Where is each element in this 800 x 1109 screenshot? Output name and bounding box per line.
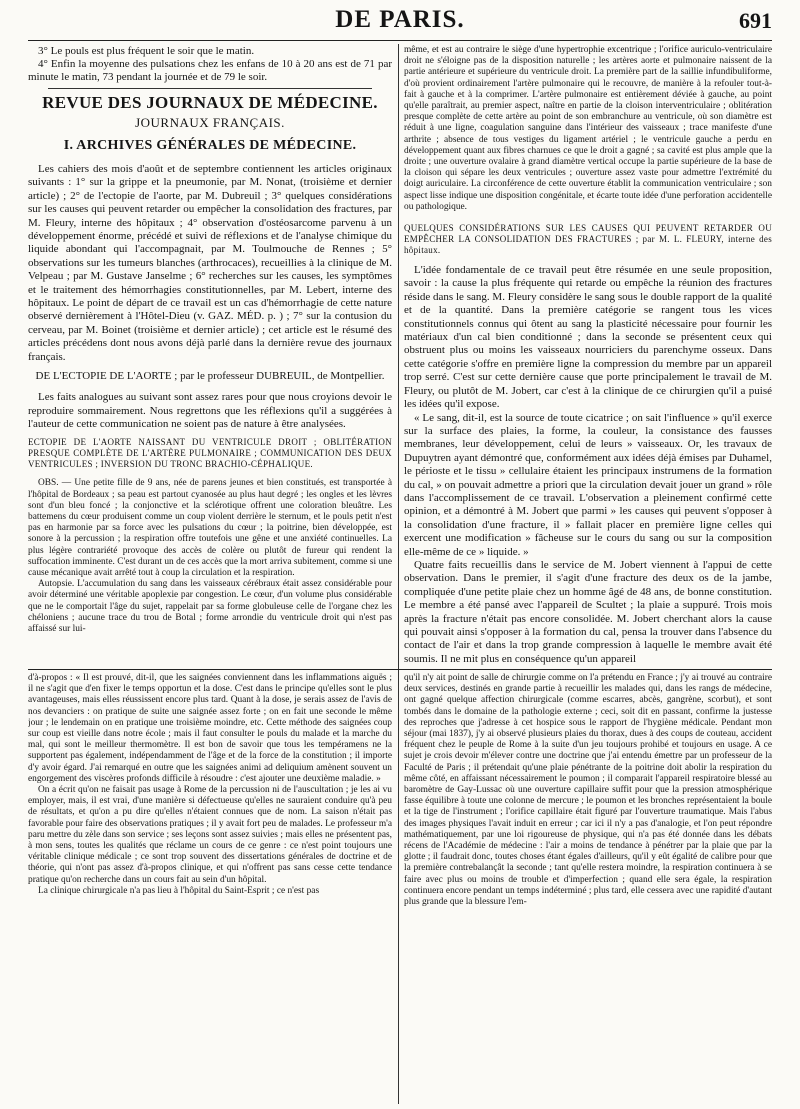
ectopie-intro: Les faits analogues au suivant sont assez rares pour que nous croyions devoir le reproduire sommairement. Nous regrettons que les réflexions qu'il a suggérées à l'auteur de cette communication ne soient pas de nature à être analysées. — [28, 391, 392, 430]
saignees-paragraph: d'à-propos : « Il est prouvé, dit-il, que les saignées conviennent dans les inflammations aiguës ; il ne s'agit que d'en fixer le temps opportun et la dose. C'est dans le principe qu'elles sont le plus avantageuses, mais elles réussissent encore plus tard. Quant à la dose, je serais assez de l'avis de nos devanciers : on pratique de suite une saignée assez forte ; on en fait une seconde le même jour ; le lendemain on en pratique une troisième moindre, etc. Cette méthode des saignées coup sur coup est vieille dans notre école ; mais il faut consulter le pouls du malade et la marche du mal, qui sont le meilleur thermomètre. Il est bon de savoir que tous les tempéramens ne la supportent pas également, indépendamment de l'âge et de la force de la constitution ; il importe d'y avoir égard. J'ai remarqué en outre que les saignées animi ad deliquium amènent souvent un engorgement des viscères profonds difficile à résoudre : c'est ajouter une deuxième maladie. » — [28, 673, 392, 784]
autopsie-continuation: même, et est au contraire le siège d'une hypertrophie excentrique ; l'orifice auriculo-ventriculaire droit ne s'éloigne pas de la disposition naturelle ; les artères aorte et pulmonaire naissent de la partie antérieure et supérieure du ventricule droit. La première part de la saillie infundibuliforme, d'où provient ordinairement l'artère pulmonaire qui le recouvre, de manière à la refouler tout-à-fait à gauche et à la comprimer. L'artère pulmonaire est entièrement déviée à gauche, au point qu'elle paraîtrait, au premier aspect, naître en partie de la cloison interventriculaire ; oblitération presque complète de cette artère au point de son embranchure au ventricule, où son diamètre est réduit à une ligne, coagulation sanguine dans l'intérieur des vaisseaux ; trace manifeste d'une arthrite ; absence de tous vestiges du ligament artériel ; le ventricule gauche a perdu en développement quant aux fibres charnues ce que le droit a gagné ; sa cavité est plus ample que la droite ; une ouverture ovalaire à grand diamètre vertical occupe la partie supérieure de la base de la cloison qui sépare les deux ventricules ; ouverture assez vaste pour admettre l'extrémité du doigt auriculaire. La circonférence de cette ouverture établit la communication ventriculaire ; son aspect lisse indique une disposition congénitale, et écarte toute idée d'une perforation accidentelle ou pathologique. — [404, 45, 772, 212]
left-bottom-column — [28, 673, 392, 1105]
journaux-subtitle: JOURNAUX FRANÇAIS. — [135, 115, 285, 130]
section-title: I. ARCHIVES GÉNÉRALES DE MÉDECINE. — [63, 138, 357, 153]
header-rule — [28, 40, 772, 41]
fleury-paragraph: L'idée fondamentale de ce travail peut être résumée en une seule proposition, savoir : la cause la plus fréquente qui retarde ou empêche la réunion des fractures réside dans le sang. M. Fleury considère le sang sous le double rapport de la qualité et de la quantité. Dans la première catégorie se rangent tous les vices constitutionnels connus qui ôtent au sang la plasticité nécessaire pour fournir les matériaux d'un cal bien conditionné ; dans la seconde se présentent ceux qui obstruent plus ou moins les vaisseaux nourriciers du parenchyme osseux. Dans cette catégorie s'offre en première ligne la compression du membre par un appareil trop serré. C'est sur cette dernière cause que porte principalement le travail de M. Fleury, ou plutôt de M. Jobert, car c'est à la clinique de ce chirurgien qu'il a puisé les idées qu'il expose. — [404, 264, 772, 411]
fleury-quote: « Le sang, dit-il, est la source de toute cicatrice ; on sait l'influence » qu'il exerce sur la surface des plaies, la forme, la couleur, la consistance des fausses membranes, leur développement, celui de leurs » vaisseaux. Or, les travaux de Dupuytren ayant démontré que, conformément aux idées déjà émises par Duhamel, le périoste et le tissu » cellulaire étaient les principaux instrumens de la formation du cal, » on pouvait admettre a priori que la circulation devait jouer un grand » rôle dans l'accomplissement de ce travail. L'observation a pleinement confirmé cette opinion, et a démontré à M. Jobert que parmi » les causes qui peuvent s'opposer à la consolidation d'une fracture, il » fallait placer en première ligne celles qui exercent une modification » fâcheuse sur le cours du sang ou sur la composition elle-même de ce » liquide. » — [404, 411, 772, 558]
fleury-heading: QUELQUES CONSIDÉRATIONS SUR LES CAUSES QUI PEUVENT RETARDER OU EMPÊCHER LA CONSOLIDATION DES FRACTURES ; par M. L. FLEURY, interne des hôpitaux. — [404, 223, 772, 256]
autopsie-text: Autopsie. L'accumulation du sang dans les vaisseaux cérébraux était assez considérable pour avoir déterminé une véritable apoplexie par congestion. Le cœur, d'un volume plus considérable que ne le comportait l'âge du sujet, rappelait par sa forme globuleuse celle de l'organe chez les chéloniens ; aucune trace du trou de Botal ; forme arrondie du ventricule droit qui n'est pas affaissé sur lui- — [28, 579, 392, 634]
right-bottom-column — [404, 673, 772, 1105]
page-header — [28, 6, 772, 40]
observation-heading: ECTOPIE DE L'AORTE NAISSANT DU VENTRICULE DROIT ; OBLITÉRATION PRESQUE COMPLÈTE DE L'ARTÈRE PULMONAIRE ; COMMUNICATION DES DEUX VENTRICULES ; INVERSION DU TRONC BRACHIO-CÉPHALIQUE. — [28, 437, 392, 470]
jobert-paragraph: Quatre faits recueillis dans le service de M. Jobert viennent à l'appui de cette observation. Dans le premier, il s'agit d'une fracture des deux os de la jambe, compliquée d'une petite plaie chez un homme âgé de 48 ans, de bonne constitution. Le membre a été pansé avec l'appareil de Scultet ; la plaie a suppuré. Trois mois après la fracture n'était pas encore consolidée. M. Jobert cherchant alors la cause qui pouvait ainsi s'opposer à la formation du cal, pensa la trouver dans l'absence du contact de l'air et dans la trop grande compression à laquelle le membre avait été soumis. Il ne mit plus en conséquence qu'un appareil — [404, 558, 772, 665]
list-item-4: 4° Enfin la moyenne des pulsations chez les enfans de 10 à 20 ans est de 71 par minute le matin, 73 pendant la journée et de 79 le soir. — [28, 58, 392, 83]
chirurgie-paragraph: qu'il n'y ait point de salle de chirurgie comme on l'a prétendu en France ; j'y ai trouvé au contraire deux services, destinés en grande partie à recueillir les malades qui, dans les rangs de médecine, ont gagné quelque affection chirurgicale (comme escarres, abcès, gangrène, scorbut), et sont tombés dans le domaine de la pathologie externe ; ceci, soit dit en passant, confirme la justesse des reproches que j'adresse à cet hospice sous le rapport de l'hygiène médicale. Pendant mon séjour (mai 1837), j'y ai observé plusieurs plaies du thorax, dues à des coups de couteau, accident fréquent chez le peuple de Rome à la suite d'un jeu toujours prohibé et toujours en usage. A ce sujet je crois devoir m'élever contre une doctrine que j'ai entendu émettre par un professeur de la Faculté de Paris ; il prétendait qu'une plaie pénétrante de la poitrine doit abolir la respiration du même côté, en affaissant nécessairement le poumon ; il comparait l'appareil respiratoire blessé au baromètre de Gay-Lussac où une ouverture capillaire suffit pour que la pression atmosphérique fasse équilibre à toute une colonne de mercure ; le poumon et les bronches représentaient la boule et la tige de l'instrument ; l'orifice capillaire était figuré par l'ouverture traumatique. Mais l'abus des images physiques l'avait induit en erreur ; car ici il n'y a pas d'analogie, et l'on peut répondre mathématiquement, par une loi rigoureuse de physique, qui n'a pas été donnée dans les débats récens de l'Académie de médecine : l'air a moins de tendance à pénétrer par la plaie que par la glotte ; il faudrait donc, toutes choses étant égales d'ailleurs, qu'il y eût égalité de calibre pour que la première contrebalançât la seconde ; tant qu'elle restera moindre, la respiration continuera à se faire avec plus ou moins de trouble et d'imperfection ; quand elle sera égale, la respiration continuera encore pendant un temps indéterminé ; plus tard, elle cessera avec une rapidité d'autant plus grande que la blessure l'em- — [404, 673, 772, 908]
right-top-column — [404, 45, 772, 665]
archives-paragraph: Les cahiers des mois d'août et de septembre contiennent les articles originaux suivants : 1° sur la grippe et la pneumonie, par M. Nonat, (troisième et dernier article) ; 2° de l'ectopie de l'aorte, par M. Dubreuil ; 3° quelques considérations sur les causes qui peuvent retarder ou empêcher la consolidation des fractures, par M. Fleury, interne des hôpitaux ; 4° observation d'ostéosarcome parvenu à un développement énorme, précédé et suivi de réflexions et de l'analyse chimique du liquide abondant qui l'accompagnait, par M. Toulmouche de Rennes ; 5° observations sur les tumeurs blanches (arthrocaces), recueillies à la clinique de M. Velpeau ; par M. Gustave Janselme ; 6° recherches sur les causes, les symptômes et le traitement des hémorrhagies constitutionnelles, par M. Lebert, interne des hôpitaux. Le point de départ de ce travail est un cas d'hémorrhagie de cette nature observé dernièrement à l'Hôtel-Dieu (v. GAZ. MÉD. p. ) ; 7° sur la contusion du cerveau, par M. Boinet (troisième et dernier article) ; cet article est le résumé des articles précédens dont nous avons déjà parlé dans la dernière revue des journaux français. — [28, 163, 392, 363]
ectopie-heading: DE L'ECTOPIE DE L'AORTE ; par le professeur DUBREUIL, de Montpellier. — [35, 370, 385, 383]
observation-text: OBS. — Une petite fille de 9 ans, née de parens jeunes et bien constitués, est transportée à l'hôpital de Bordeaux ; sa peau est partout cyanosée au plus haut degré ; les ongles et les lèvres sont d'un bleu foncé ; la conjonctive et la sclérotique offrent une coloration bleuâtre. Les battemens du cœur produisent comme un coup violent derrière le sternum, et le pouls petit n'est pas en harmonie par sa force avec les pulsations du cœur ; la poitrine, bien développée, est sonore à la percussion ; la respiration offre toutefois une gêne et une anxiété continuelles. La plus légère contrariété provoque des accès de colère ou plutôt de fureur qui rendent la suffocation imminente. C'est durant un de ces accès que la mort arriva subitement, comme si une cause mécanique avait arrêté tout à coup la circulation et la respiration. — [28, 478, 392, 578]
clinique-paragraph: La clinique chirurgicale n'a pas lieu à l'hôpital du Saint-Esprit ; ce n'est pas — [38, 885, 320, 896]
running-title: DE PARIS. — [335, 6, 465, 33]
list-item-3: 3° Le pouls est plus fréquent le soir que le matin. — [38, 45, 255, 57]
left-top-column — [28, 45, 392, 665]
page-number: 691 — [739, 8, 772, 33]
divider — [48, 88, 372, 89]
revue-title: REVUE DES JOURNAUX DE MÉDECINE. — [42, 93, 378, 112]
column-divider — [398, 44, 399, 1104]
section-rule — [28, 669, 772, 670]
percussion-paragraph: On a écrit qu'on ne faisait pas usage à Rome de la percussion ni de l'auscultation ; je les ai vu employer, mais, il est vrai, d'une manière si défectueuse qu'elles ne sauraient conduire qu'à peu de résultats, et qu'on a pu dire qu'elles n'étaient connues que de nom. La saison n'était pas favorable pour faire des observations pratiques ; il y avait fort peu de malades. Le professeur m'a paru mettre du zèle dans son service ; ses leçons sont assez suivies ; mais elles ne présentent pas, à mon sens, toutes les qualités que réclame un cours de ce genre : ce n'est point toujours une véritable clinique médicale ; ce sont trop souvent des dissertations générales de doctrine et de théorie, qui n'ont pas assez d'à-propos clinique, et qui n'offrent pas sans cesse cette tendance pratique qu'on recherche dans un cours fait au sein d'un hôpital. — [28, 785, 392, 885]
